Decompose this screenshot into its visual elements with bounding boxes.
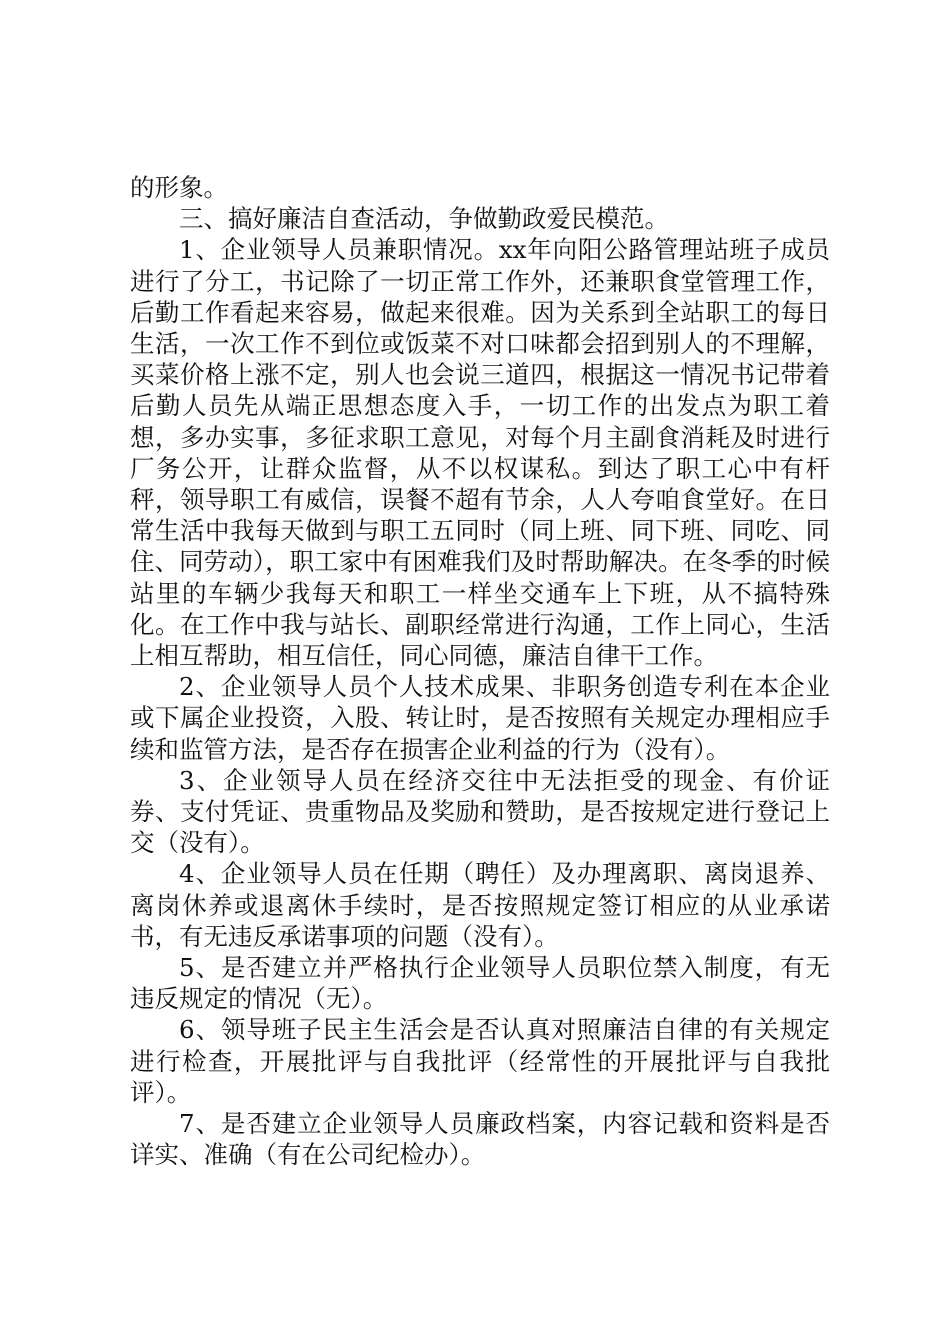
paragraph-item-4: 4、企业领导人员在任期（聘任）及办理离职、离岗退养、离岗休养或退离休手续时，是否按照规定签订相应的从业承诺书，有无违反承诺事项的问题（没有）。 bbox=[130, 859, 830, 951]
paragraph-item-1: 1、企业领导人员兼职情况。xx年向阳公路管理站班子成员进行了分工，书记除了一切正常工作外，还兼职食堂管理工作，后勤工作看起来容易，做起来很难。因为关系到全站职工的每日生活，一次工作不到位或饭菜不对口味都会招到别人的不理解，买菜价格上涨不定，别人也会说三道四，根据这一情况书记带着后勤人员先从端正思想态度入手，一切工作的出发点为职工着想，多办实事，多征求职工意见，对每个月主副食消耗及时进行厂务公开，让群众监督，从不以权谋私。到达了职工心中有杆秤，领导职工有威信，误餐不超有节余，人人夸咱食堂好。在日常生活中我每天做到与职工五同时（同上班、同下班、同吃、同住、同劳动），职工家中有困难我们及时帮助解决。在冬季的时候站里的车辆少我每天和职工一样坐交通车上下班，从不搞特殊化。在工作中我与站长、副职经常进行沟通，工作上同心，生活上相互帮助，相互信任，同心同德，廉洁自律干工作。 bbox=[130, 235, 830, 671]
paragraph-continuation: 的形象。 bbox=[130, 173, 228, 202]
document-body bbox=[130, 172, 830, 1171]
paragraph-item-2: 2、企业领导人员个人技术成果、非职务创造专利在本企业或下属企业投资，入股、转让时，是否按照有关规定办理相应手续和监管方法，是否存在损害企业利益的行为（没有）。 bbox=[130, 672, 830, 764]
section-heading: 三、搞好廉洁自查活动，争做勤政爱民模范。 bbox=[179, 204, 669, 234]
paragraph-item-5: 5、是否建立并严格执行企业领导人员职位禁入制度，有无违反规定的情况（无）。 bbox=[130, 953, 830, 1014]
paragraph-item-6: 6、领导班子民主生活会是否认真对照廉洁自律的有关规定进行检查，开展批评与自我批评（经常性的开展批评与自我批评）。 bbox=[130, 1015, 830, 1107]
paragraph-item-3: 3、企业领导人员在经济交往中无法拒受的现金、有价证券、支付凭证、贵重物品及奖励和赞助，是否按规定进行登记上交（没有）。 bbox=[130, 765, 830, 858]
paragraph-item-7: 7、是否建立企业领导人员廉政档案，内容记载和资料是否详实、准确（有在公司纪检办）。 bbox=[130, 1109, 830, 1170]
